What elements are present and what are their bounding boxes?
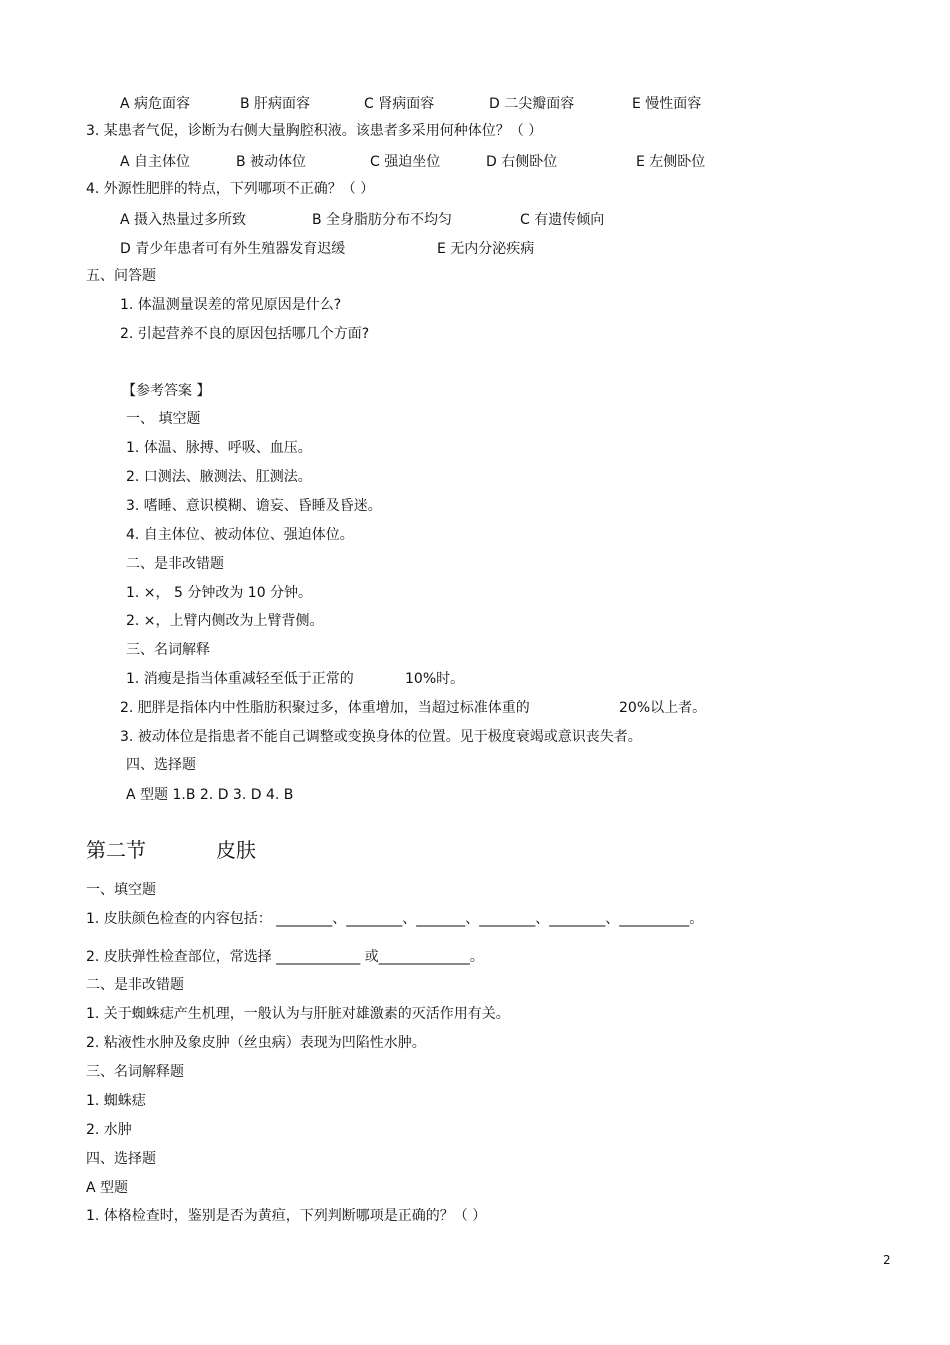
section-5-heading: 五、问答题 (86, 268, 156, 284)
answer-fill-1: 1. 体温、脉搏、呼吸、血压。 (126, 440, 312, 456)
question-4-stem: 4. 外源性肥胖的特点，下列哪项不正确？（ ） (86, 181, 375, 197)
answer-term-1-value: 10%时。 (405, 671, 465, 687)
option-3b: B 被动体位 (236, 154, 307, 170)
essay-question-1: 1. 体温测量误差的常见原因是什么? (120, 297, 342, 313)
option-3c: C 强迫坐位 (370, 154, 441, 170)
section-title-name: 皮肤 (216, 838, 256, 862)
answers-section-2-heading: 二、是非改错题 (126, 556, 224, 572)
answers-section-4-heading: 四、选择题 (126, 757, 196, 773)
answers-heading: 【参考答案 】 (122, 383, 211, 399)
option-4b: B 全身脂肪分布不均匀 (312, 212, 453, 228)
answer-fill-3: 3. 嗜睡、意识模糊、谵妄、昏睡及昏迷。 (126, 498, 382, 514)
answer-term-2-text: 2. 肥胖是指体内中性脂肪积聚过多，体重增加，当超过标准体重的 (120, 700, 530, 716)
option-4c: C 有遗传倾向 (520, 212, 605, 228)
fill-heading: 一、填空题 (86, 882, 156, 898)
fill-question-1: 1. 皮肤颜色检查的内容包括： ________、________、_______、________、________、__________。 (86, 911, 704, 927)
option-3e: E 左侧卧位 (636, 154, 706, 170)
option-2a: A 病危面容 (120, 96, 191, 112)
option-2b: B 肝病面容 (240, 96, 311, 112)
option-2e: E 慢性面容 (632, 96, 702, 112)
answer-tf-1: 1. ×， 5 分钟改为 10 分钟。 (126, 585, 313, 601)
option-3a: A 自主体位 (120, 154, 191, 170)
page-number: 2 (883, 1253, 891, 1267)
answer-tf-2: 2. ×，上臂内侧改为上臂背侧。 (126, 613, 324, 629)
option-2d: D 二尖瓣面容 (489, 96, 575, 112)
option-4a: A 摄入热量过多所致 (120, 212, 247, 228)
section-title-number: 第二节 (86, 838, 146, 862)
term-heading: 三、名词解释题 (86, 1064, 184, 1080)
true-false-2: 2. 粘液性水肿及象皮肿（丝虫病）表现为凹陷性水肿。 (86, 1035, 426, 1051)
answer-term-3: 3. 被动体位是指患者不能自己调整或变换身体的位置。见于极度衰竭或意识丧失者。 (120, 729, 642, 745)
choice-heading: 四、选择题 (86, 1151, 156, 1167)
answers-section-1-heading: 一、 填空题 (126, 411, 201, 427)
choice-question-1: 1. 体格检查时，鉴别是否为黄疸，下列判断哪项是正确的？（ ） (86, 1208, 487, 1224)
question-3-stem: 3. 某患者气促，诊断为右侧大量胸腔积液。该患者多采用何种体位？（ ） (86, 123, 543, 139)
answers-section-3-heading: 三、名词解释 (126, 642, 210, 658)
choice-type-a: A 型题 (86, 1180, 129, 1196)
answer-term-1-text: 1. 消瘦是指当体重减轻至低于正常的 (126, 671, 354, 687)
answer-term-2-value: 20%以上者。 (619, 700, 707, 716)
answer-fill-4: 4. 自主体位、被动体位、强迫体位。 (126, 527, 354, 543)
option-4e: E 无内分泌疾病 (437, 241, 535, 257)
true-false-1: 1. 关于蜘蛛痣产生机理，一般认为与肝脏对雄激素的灭活作用有关。 (86, 1006, 510, 1022)
essay-question-2: 2. 引起营养不良的原因包括哪几个方面? (120, 326, 370, 342)
option-2c: C 肾病面容 (364, 96, 435, 112)
fill-question-2: 2. 皮肤弹性检查部位，常选择 ____________ 或_____________。 (86, 949, 484, 965)
option-3d: D 右侧卧位 (486, 154, 558, 170)
term-1: 1. 蜘蛛痣 (86, 1093, 146, 1109)
option-4d: D 青少年患者可有外生殖器发育迟缓 (120, 241, 346, 257)
term-2: 2. 水肿 (86, 1122, 132, 1138)
true-false-heading: 二、是非改错题 (86, 977, 184, 993)
answer-fill-2: 2. 口测法、腋测法、肛测法。 (126, 469, 312, 485)
answer-choice-line: A 型题 1.B 2. D 3. D 4. B (126, 787, 294, 803)
